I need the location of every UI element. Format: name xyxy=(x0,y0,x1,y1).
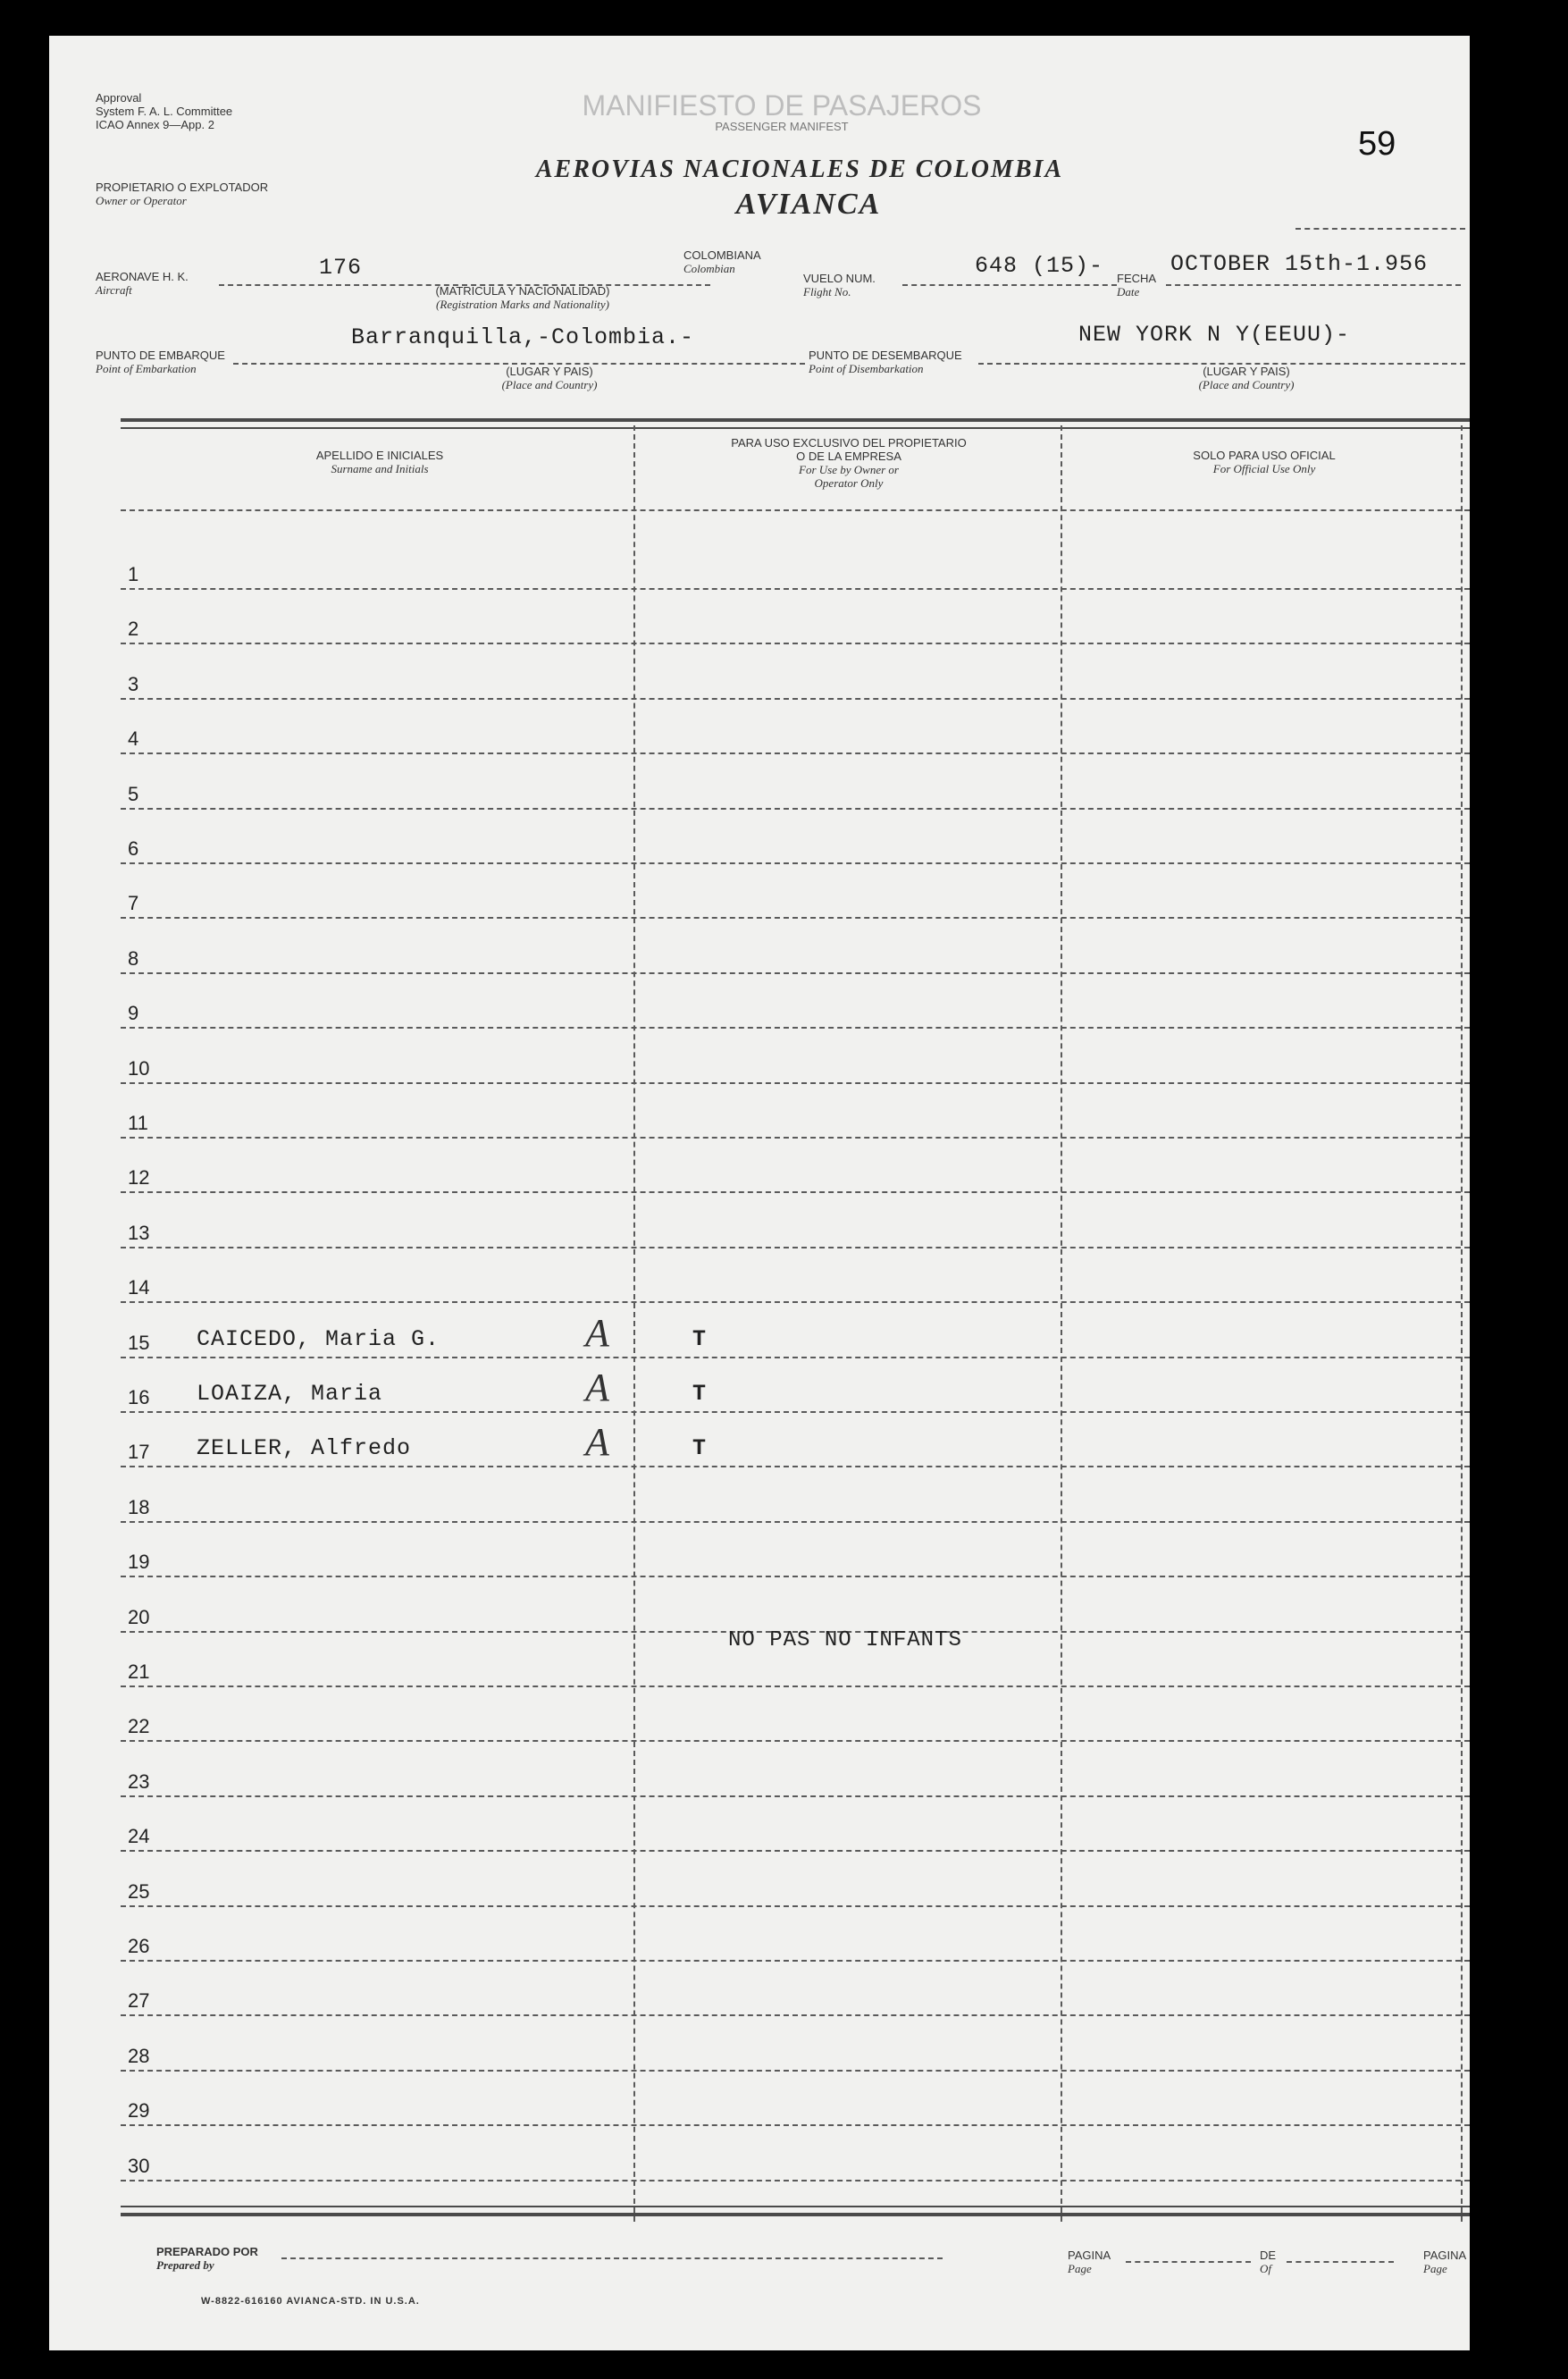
column-divider-2 xyxy=(1061,425,1062,2222)
disembark-label xyxy=(809,349,962,375)
embark-caption-es: (LUGAR Y PAIS) xyxy=(506,365,593,378)
embark-label-en: Point of Embarkation xyxy=(96,362,197,375)
date-label xyxy=(1117,272,1156,298)
page-number: 59 xyxy=(1358,125,1396,163)
table-row xyxy=(121,862,1470,864)
nationality-label xyxy=(683,248,761,275)
date-label-en: Date xyxy=(1117,285,1140,298)
column-header-owner-es-1: PARA USO EXCLUSIVO DEL PROPIETARIO xyxy=(731,436,967,450)
row-number: 28 xyxy=(128,2045,150,2067)
form-title: MANIFIESTO DE PASAJEROS xyxy=(582,89,982,122)
table-row xyxy=(121,1137,1470,1139)
row-number: 18 xyxy=(128,1496,150,1518)
prepared-by-label-en: Prepared by xyxy=(156,2258,214,2272)
column-header-owner-en-1: For Use by Owner or xyxy=(799,463,899,476)
airline-short-name: AVIANCA xyxy=(735,188,882,221)
row-number: 10 xyxy=(128,1057,150,1080)
table-top-border xyxy=(121,418,1470,422)
passenger-name: ZELLER, Alfredo xyxy=(197,1435,412,1461)
row-number: 26 xyxy=(128,1935,150,1957)
registration-caption-es: (MATRICULA Y NACIONALIDAD) xyxy=(435,284,610,298)
embark-caption xyxy=(469,365,630,391)
approval-line-1: Approval xyxy=(96,91,142,105)
embark-label xyxy=(96,349,225,375)
aircraft-label-en: Aircraft xyxy=(96,283,132,297)
table-row xyxy=(121,2070,1470,2072)
disembark-label-es: PUNTO DE DESEMBARQUE xyxy=(809,349,962,362)
table-row xyxy=(121,2124,1470,2126)
table-row xyxy=(121,1191,1470,1193)
column-header-official-en: For Official Use Only xyxy=(1212,462,1316,475)
page-label-en: Page xyxy=(1068,2262,1092,2275)
table-row xyxy=(121,972,1470,974)
table-row xyxy=(121,2014,1470,2016)
flight-label-en: Flight No. xyxy=(803,285,851,298)
table-row xyxy=(121,917,1470,919)
page-label-2-es: PAGINA xyxy=(1423,2249,1467,2262)
column-divider-1 xyxy=(633,425,635,2222)
row-number: 14 xyxy=(128,1276,150,1299)
column-header-owner-en-2: Operator Only xyxy=(814,476,884,490)
table-row xyxy=(121,1247,1470,1248)
passenger-code: T xyxy=(692,1435,708,1461)
embark-label-es: PUNTO DE EMBARQUE xyxy=(96,349,225,362)
table-row xyxy=(121,1466,1470,1467)
row-number: 6 xyxy=(128,837,139,860)
table-row xyxy=(121,1576,1470,1577)
of-label-es: DE xyxy=(1260,2249,1277,2262)
aircraft-label xyxy=(96,270,189,297)
row-number: 25 xyxy=(128,1880,150,1903)
page-label-2 xyxy=(1423,2249,1466,2275)
column-header-owner-es-2: O DE LA EMPRESA xyxy=(796,450,901,463)
table-row xyxy=(121,2180,1470,2181)
column-header-name-en: Surname and Initials xyxy=(331,462,429,475)
flight-label-es: VUELO NUM. xyxy=(803,272,876,285)
row-number: 2 xyxy=(128,618,139,640)
aircraft-label-es: AERONAVE H. K. xyxy=(96,270,189,283)
table-row xyxy=(121,1521,1470,1523)
row-number: 1 xyxy=(128,563,139,585)
registration-caption xyxy=(389,284,657,311)
column-divider-3 xyxy=(1461,425,1463,2222)
row-number: 20 xyxy=(128,1606,150,1628)
table-row xyxy=(121,752,1470,754)
row-number: 21 xyxy=(128,1660,150,1683)
table-row xyxy=(121,1301,1470,1303)
table-row xyxy=(121,1850,1470,1852)
table-row xyxy=(121,643,1470,644)
row-number: 11 xyxy=(128,1112,148,1134)
row-number: 8 xyxy=(128,947,139,970)
date-label-es: FECHA xyxy=(1117,272,1157,285)
row-number: 29 xyxy=(128,2099,150,2122)
approval-line-2: System F. A. L. Committee xyxy=(96,105,233,118)
table-top-border-inner xyxy=(121,427,1470,429)
print-line: W-8822-616160 AVIANCA-STD. IN U.S.A. xyxy=(201,2296,420,2307)
prepared-by-label-es: PREPARADO POR xyxy=(156,2245,258,2258)
manifest-note: NO PAS NO INFANTS xyxy=(728,1628,962,1652)
disembark-caption-es: (LUGAR Y PAIS) xyxy=(1203,365,1290,378)
table-row xyxy=(121,1357,1470,1358)
column-header-official xyxy=(1086,449,1443,475)
row-number: 7 xyxy=(128,892,139,914)
prepared-by-label xyxy=(156,2245,258,2272)
column-header-official-es: SOLO PARA USO OFICIAL xyxy=(1193,449,1336,462)
owner-label-en: Owner or Operator xyxy=(96,194,187,207)
table-bottom-border-outer xyxy=(121,2213,1470,2216)
row-number: 13 xyxy=(128,1222,150,1244)
page-label-2-en: Page xyxy=(1423,2262,1447,2275)
row-number: 15 xyxy=(128,1332,150,1354)
row-number: 27 xyxy=(128,1989,150,2012)
aircraft-registration: 176 xyxy=(319,255,363,281)
table-row xyxy=(121,1960,1470,1962)
row-number: 3 xyxy=(128,673,139,695)
table-row xyxy=(121,808,1470,810)
row-number: 30 xyxy=(128,2155,150,2177)
row-number: 12 xyxy=(128,1166,150,1189)
table-row xyxy=(121,1905,1470,1907)
flight-number: 648 (15)- xyxy=(975,253,1104,279)
manifest-sheet xyxy=(49,36,1470,2350)
nationality-label-en: Colombian xyxy=(683,262,735,275)
table-row xyxy=(121,1082,1470,1084)
passenger-code: T xyxy=(692,1381,708,1407)
prepared-by-line xyxy=(281,2257,943,2259)
nationality-label-es: COLOMBIANA xyxy=(683,248,761,262)
row-number: 22 xyxy=(128,1715,150,1737)
table-row xyxy=(121,1740,1470,1742)
table-row xyxy=(121,1027,1470,1029)
form-title-en: PASSENGER MANIFEST xyxy=(715,120,849,133)
embark-caption-en: (Place and Country) xyxy=(501,378,598,391)
row-number: 23 xyxy=(128,1770,150,1793)
registration-caption-en: (Registration Marks and Nationality) xyxy=(436,298,609,311)
handwritten-mark: A xyxy=(585,1311,609,1355)
passenger-code: T xyxy=(692,1326,708,1352)
header-bottom-line xyxy=(121,509,1470,511)
column-header-name-es: APELLIDO E INICIALES xyxy=(315,449,444,462)
page-label xyxy=(1068,2249,1111,2275)
table-row xyxy=(121,698,1470,700)
row-number: 9 xyxy=(128,1002,139,1024)
handwritten-mark: A xyxy=(585,1420,609,1464)
row-number: 17 xyxy=(128,1441,150,1463)
disembark-caption xyxy=(1166,365,1327,391)
approval-line-3: ICAO Annex 9—App. 2 xyxy=(96,118,214,131)
column-header-owner xyxy=(657,436,1041,490)
row-number: 19 xyxy=(128,1551,150,1573)
row-number: 16 xyxy=(128,1386,150,1408)
disembark-caption-en: (Place and Country) xyxy=(1198,378,1295,391)
disembark-label-en: Point of Disembarkation xyxy=(809,362,924,375)
row-number: 24 xyxy=(128,1825,150,1847)
airline-name: AEROVIAS NACIONALES DE COLOMBIA xyxy=(535,156,1064,183)
passenger-name: CAICEDO, Maria G. xyxy=(197,1326,440,1352)
row-number: 5 xyxy=(128,783,139,805)
approval-block xyxy=(96,91,232,131)
table-row xyxy=(121,1685,1470,1687)
disembarkation-point: NEW YORK N Y(EEUU)- xyxy=(1078,322,1351,348)
page-label-es: PAGINA xyxy=(1068,2249,1111,2262)
table-row xyxy=(121,1411,1470,1413)
of-label xyxy=(1260,2249,1276,2275)
table-bottom-border xyxy=(121,2206,1470,2207)
passenger-name: LOAIZA, Maria xyxy=(197,1381,383,1407)
column-header-name xyxy=(147,449,612,475)
embarkation-point: Barranquilla,-Colombia.- xyxy=(351,324,695,350)
row-number: 4 xyxy=(128,727,139,750)
flight-label xyxy=(803,272,876,298)
owner-label-es: PROPIETARIO O EXPLOTADOR xyxy=(96,181,269,194)
owner-label xyxy=(96,181,268,207)
of-label-en: Of xyxy=(1260,2262,1271,2275)
table-row xyxy=(121,1795,1470,1797)
table-row xyxy=(121,588,1470,590)
handwritten-mark: A xyxy=(585,1366,609,1409)
flight-date: OCTOBER 15th-1.956 xyxy=(1170,251,1429,277)
